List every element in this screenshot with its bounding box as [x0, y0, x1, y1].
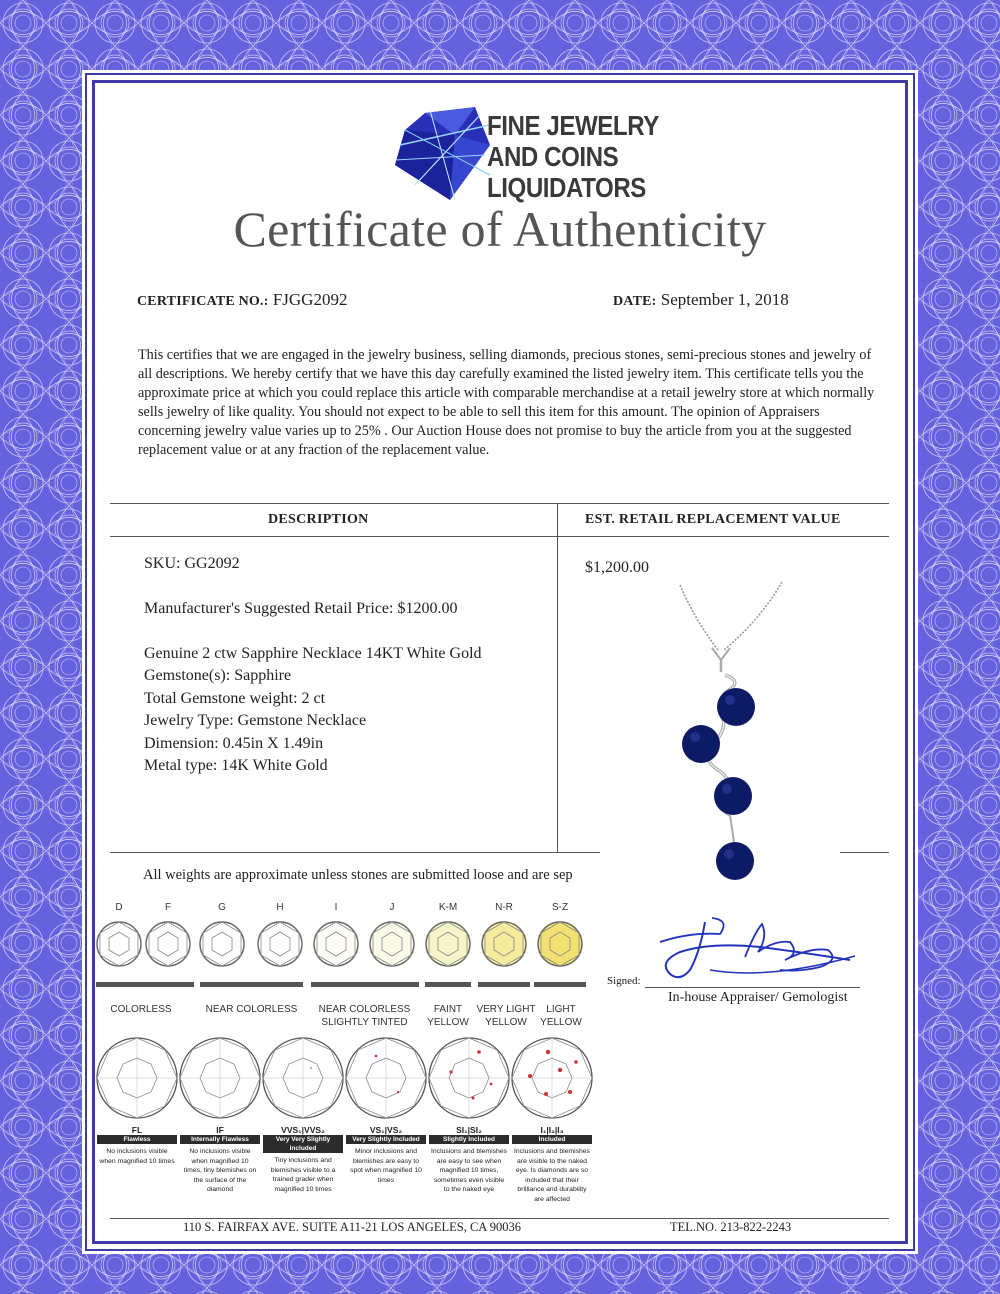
footer-phone: TEL.NO. 213-822-2243: [670, 1220, 792, 1234]
certificate-number: [137, 290, 347, 310]
clarity-i: I₁|I₂|I₃ Included Inclusions and blemishes are visible to the naked eye. Is diamonds are so included that their brilliance and durability are affected: [512, 1125, 592, 1204]
certificate-date-value: September 1, 2018: [660, 290, 789, 309]
color-group-very-light-yellow: VERY LIGHT YELLOW: [476, 1004, 536, 1028]
brand-line-3: LIQUIDATORS: [487, 172, 646, 203]
signed-label: Signed:: [607, 975, 641, 987]
color-grade-i: I: [334, 902, 338, 913]
color-group-colorless: COLORLESS: [110, 1004, 172, 1015]
intro-paragraph: This certifies that we are engaged in the jewelry business, selling diamonds, precious stones, semi-precious stones and jewelry of all descriptions. We hereby certify that we have this day carefully examined the listed jewelry item. This certificate tells you the approximate price at which you could replace this article with comparable merchandise at a retail jewelry store at which normally sells jewelry of like quality. You should not expect to be able to sell this item for this amount. The opinion of Appraisers concerning jewelry value varies up to 25% . Our Auction House does not promise to buy the article from you at the suggested replacement value or at any fraction of the replacement value.: [138, 347, 875, 458]
color-grade-h: H: [276, 902, 284, 913]
weights-note: All weights are approximate unless stones are submitted loose and are sep: [143, 867, 573, 883]
color-grade-f: F: [164, 902, 172, 913]
necklace-image: [600, 580, 840, 890]
certificate-number-value: FJGG2092: [272, 290, 348, 309]
signature-image: [650, 912, 865, 982]
color-group-faint-yellow: FAINT YELLOW: [427, 1004, 469, 1028]
color-grade-j: J: [389, 902, 395, 913]
color-grade-s-z: S-Z: [551, 902, 569, 913]
replacement-value: $1,200.00: [585, 559, 649, 576]
table-top-rule: [110, 503, 889, 504]
color-scale-diagram: [92, 918, 602, 998]
detail-type: Jewelry Type: Gemstone Necklace: [144, 712, 367, 729]
color-group-near-colorless: NEAR COLORLESS: [205, 1004, 298, 1015]
clarity-fl: FL Flawless No inclusions visible when magnified 10 times: [97, 1125, 177, 1166]
clarity-if: IF Internally Flawless No inclusions visible when magnified 10 times, tiny blemishes on the surface of the diamond: [180, 1125, 260, 1195]
appraiser-title: In-house Appraiser/ Gemologist: [668, 990, 848, 1005]
certificate-date-label: DATE:: [613, 294, 657, 309]
footer-rule: [110, 1218, 889, 1219]
detail-title: Genuine 2 ctw Sapphire Necklace 14KT White Gold: [144, 645, 482, 662]
brand-line-1: FINE JEWELRY: [487, 110, 659, 141]
signature-line: [645, 987, 860, 988]
color-grade-n-r: N-R: [495, 902, 513, 913]
color-group-light-yellow: LIGHT YELLOW: [540, 1004, 582, 1028]
clarity-si: SI₁|SI₂ Slightly Included Inclusions and blemishes are easy to see when magnified 10 times, sometimes even visible to the naked eye: [429, 1125, 509, 1195]
color-grade-d: D: [115, 902, 123, 913]
detail-metal: Metal type: 14K White Gold: [144, 757, 328, 774]
table-column-divider: [557, 503, 558, 853]
certificate-date: [613, 290, 789, 310]
detail-weight: Total Gemstone weight: 2 ct: [144, 690, 326, 707]
table-bottom-rule-right: [835, 852, 889, 853]
detail-dimension: Dimension: 0.45in X 1.49in: [144, 735, 324, 752]
color-group-near-colorless-tinted: NEAR COLORLESS SLIGHTLY TINTED: [318, 1004, 411, 1028]
detail-gemstone: Gemstone(s): Sapphire: [144, 667, 292, 684]
color-grade-k-m: K-M: [438, 902, 458, 913]
footer-address: 110 S. FAIRFAX AVE. SUITE A11-21 LOS ANGELES, CA 90036: [183, 1220, 521, 1234]
brand-line-2: AND COINS: [487, 141, 619, 172]
description-header: DESCRIPTION: [268, 512, 369, 527]
certificate-number-label: CERTIFICATE NO.:: [137, 294, 269, 309]
value-header: EST. RETAIL REPLACEMENT VALUE: [585, 512, 841, 527]
sku: SKU: GG2092: [144, 555, 240, 572]
clarity-vvs: VVS₁|VVS₂ Very Very Slightly Included Tiny inclusions and blemishes visible to a trained grader when magnified 10 times: [263, 1125, 343, 1194]
table-bottom-rule: [110, 852, 600, 853]
page-title: Certificate of Authenticity: [233, 201, 767, 257]
color-grade-g: G: [218, 902, 226, 913]
table-header-rule: [110, 536, 889, 537]
brand-wordmark: [487, 110, 659, 203]
clarity-vs: VS₁|VS₂ Very Slightly Included Minor inclusions and blemishes are easy to spot when magnified 10 times: [346, 1125, 426, 1185]
msrp: Manufacturer's Suggested Retail Price: $1200.00: [144, 600, 458, 617]
clarity-diagram: [95, 1034, 595, 1126]
